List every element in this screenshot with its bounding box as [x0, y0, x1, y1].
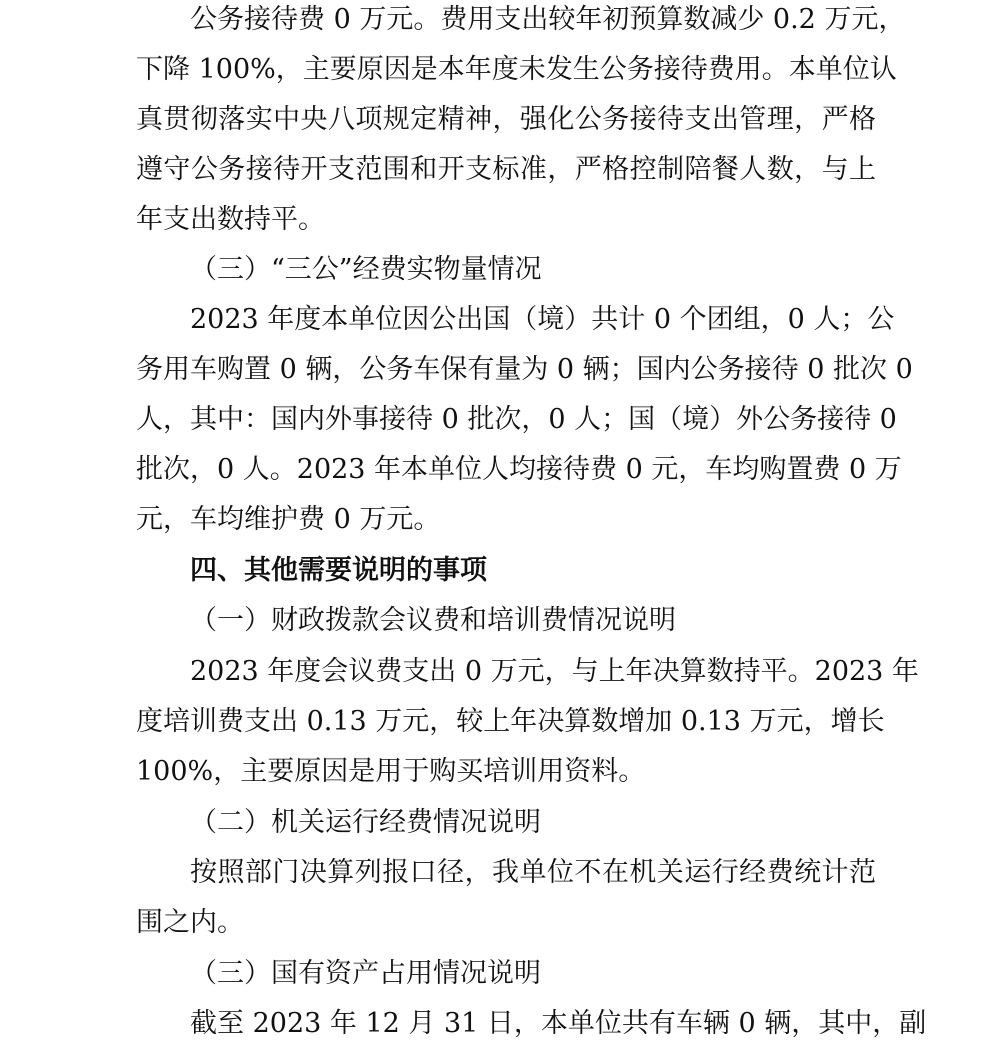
paragraph-line: 度培训费支出 0.13 万元，较上年决算数增加 0.13 万元，增长 [136, 706, 885, 737]
paragraph-line: 元，车均维护费 0 万元。 [136, 504, 441, 535]
paragraph-line: 100%，主要原因是用于购买培训用资料。 [136, 756, 646, 787]
paragraph-line: 截至 2023 年 12 月 31 日，本单位共有车辆 0 辆，其中，副 [190, 1008, 927, 1039]
paragraph-line: 务用车购置 0 辆，公务车保有量为 0 辆；国内公务接待 0 批次 0 [136, 354, 913, 385]
paragraph-line: 公务接待费 0 万元。费用支出较年初预算数减少 0.2 万元， [190, 4, 906, 35]
section-heading: 四、其他需要说明的事项 [190, 555, 487, 586]
paragraph-line: 遵守公务接待开支范围和开支标准，严格控制陪餐人数，与上 [136, 154, 876, 185]
paragraph-line: 2023 年度会议费支出 0 万元，与上年决算数持平。2023 年 [190, 656, 919, 687]
paragraph-line: 围之内。 [136, 907, 244, 938]
section-subheading: （二）机关运行经费情况说明 [190, 807, 541, 838]
section-subheading: （三）“三公”经费实物量情况 [190, 254, 542, 285]
paragraph-line: 2023 年度本单位因公出国（境）共计 0 个团组，0 人；公 [190, 304, 895, 335]
paragraph-line: 按照部门决算列报口径，我单位不在机关运行经费统计范 [190, 857, 876, 888]
section-subheading: （三）国有资产占用情况说明 [190, 958, 541, 989]
paragraph-line: 年支出数持平。 [136, 204, 325, 235]
paragraph-line: 真贯彻落实中央八项规定精神，强化公务接待支出管理，严格 [136, 104, 876, 135]
paragraph-line: 下降 100%，主要原因是本年度未发生公务接待费用。本单位认 [136, 54, 897, 85]
section-subheading: （一）财政拨款会议费和培训费情况说明 [190, 605, 676, 636]
paragraph-line: 批次，0 人。2023 年本单位人均接待费 0 元，车均购置费 0 万 [136, 454, 902, 485]
paragraph-line: 人，其中：国内外事接待 0 批次，0 人；国（境）外公务接待 0 [136, 404, 897, 435]
